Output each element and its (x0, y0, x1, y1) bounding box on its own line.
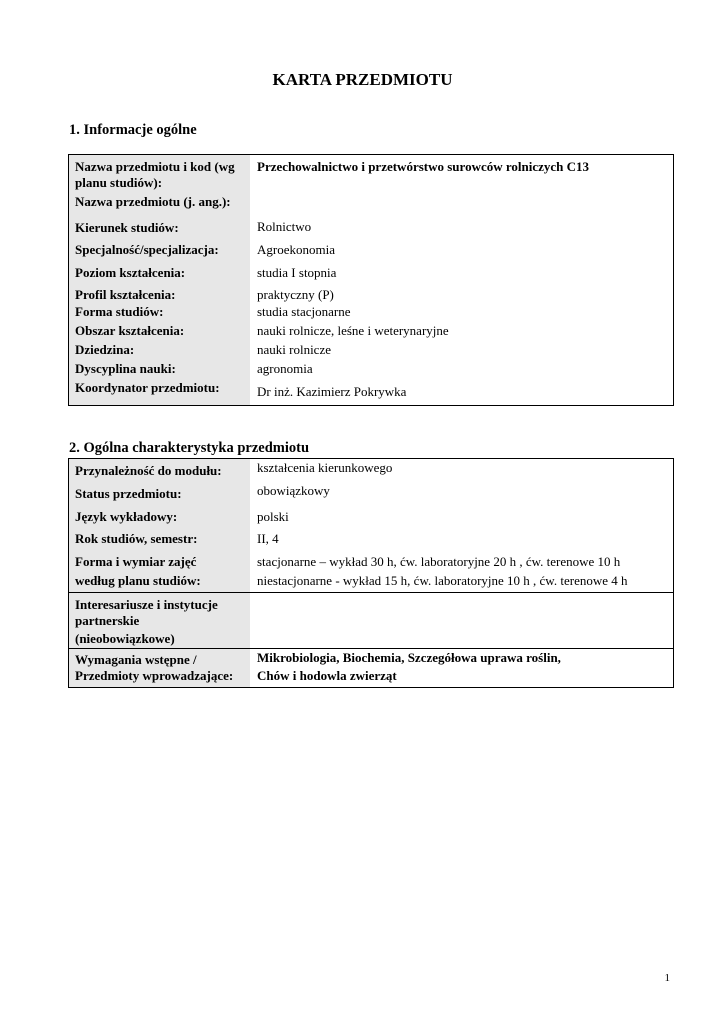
table-row (69, 505, 674, 528)
row-value (250, 631, 674, 649)
table-row (69, 285, 674, 304)
row-value: Agroekonomia (257, 241, 335, 257)
table-row (69, 155, 674, 192)
row-value: kształcenia kierunkowego (257, 460, 393, 475)
row-label: według planu studiów: (69, 571, 251, 593)
document-title: KARTA PRZEDMIOTU (272, 70, 453, 89)
table-row (69, 459, 674, 482)
row-value: obowiązkowy (257, 482, 330, 498)
table-row (69, 631, 674, 649)
row-value: Przechowalnictwo i przetwórstwo surowców rolniczych C13 (257, 159, 590, 174)
row-label: Przedmioty wprowadzające: (69, 668, 251, 687)
row-label: Specjalność/specjalizacja: (69, 239, 251, 262)
row-value: Mikrobiologia, Biochemia, Szczegółowa uprawa roślin, (250, 649, 674, 669)
row-label: Język wykładowy: (69, 505, 251, 528)
row-label: Rok studiów, semestr: (69, 528, 251, 551)
row-value: Rolnictwo (257, 218, 312, 234)
row-label: Przynależność do modułu: (69, 459, 251, 482)
row-label: Forma i wymiar zajęć (69, 551, 251, 571)
table-row (69, 239, 674, 262)
row-value: niestacjonarne - wykład 15 h, ćw. laboratoryjne 10 h , ćw. terenowe 4 h (257, 572, 628, 588)
row-label: Interesariusze i instytucje partnerskie (69, 593, 251, 631)
row-value: Chów i hodowla zwierząt (257, 668, 397, 683)
table-row (69, 304, 674, 323)
row-value: praktyczny (P) (257, 286, 334, 302)
row-value: agronomia (257, 360, 313, 376)
table-row (69, 528, 674, 551)
row-label: Dyscyplina nauki: (69, 361, 251, 380)
row-value: II, 4 (257, 530, 279, 546)
table-row (69, 380, 674, 406)
row-value: Dr inż. Kazimierz Pokrywka (257, 383, 407, 399)
row-label: Obszar kształcenia: (69, 323, 251, 342)
general-info-table (68, 154, 674, 406)
table-row (69, 323, 674, 342)
section-1-heading: 1. Informacje ogólne (69, 122, 197, 138)
row-value (250, 593, 674, 631)
row-label: Status przedmiotu: (69, 482, 251, 505)
row-value: studia stacjonarne (257, 303, 351, 319)
row-value (250, 192, 674, 216)
row-value: polski (257, 508, 289, 524)
characteristics-table (68, 458, 674, 688)
row-label: Dziedzina: (69, 342, 251, 361)
table-row (69, 361, 674, 380)
row-label: Nazwa przedmiotu (j. ang.): (69, 192, 251, 216)
table-row (69, 649, 674, 669)
section-2-heading: 2. Ogólna charakterystyka przedmiotu (69, 440, 310, 456)
row-value: studia I stopnia (257, 264, 337, 280)
table-row (69, 551, 674, 571)
row-label: (nieobowiązkowe) (69, 631, 251, 649)
table-row (69, 262, 674, 285)
row-label: Koordynator przedmiotu: (69, 380, 251, 406)
row-value: nauki rolnicze (257, 341, 331, 357)
row-label: Profil kształcenia: (69, 285, 251, 304)
row-label: Poziom kształcenia: (69, 262, 251, 285)
table-row (69, 571, 674, 593)
row-label: Wymagania wstępne / (69, 649, 251, 669)
table-row (69, 668, 674, 687)
table-row (69, 216, 674, 239)
table-row (69, 192, 674, 216)
row-label: Nazwa przedmiotu i kod (wg planu studiów): (69, 155, 251, 192)
row-value: stacjonarne – wykład 30 h, ćw. laboratoryjne 20 h , ćw. terenowe 10 h (257, 553, 621, 569)
row-label: Kierunek studiów: (69, 216, 251, 239)
table-row (69, 593, 674, 631)
row-value: nauki rolnicze, leśne i weterynaryjne (257, 322, 449, 338)
page-number: 1 (664, 972, 670, 984)
row-label: Forma studiów: (69, 304, 251, 323)
table-row (69, 482, 674, 505)
table-row (69, 342, 674, 361)
